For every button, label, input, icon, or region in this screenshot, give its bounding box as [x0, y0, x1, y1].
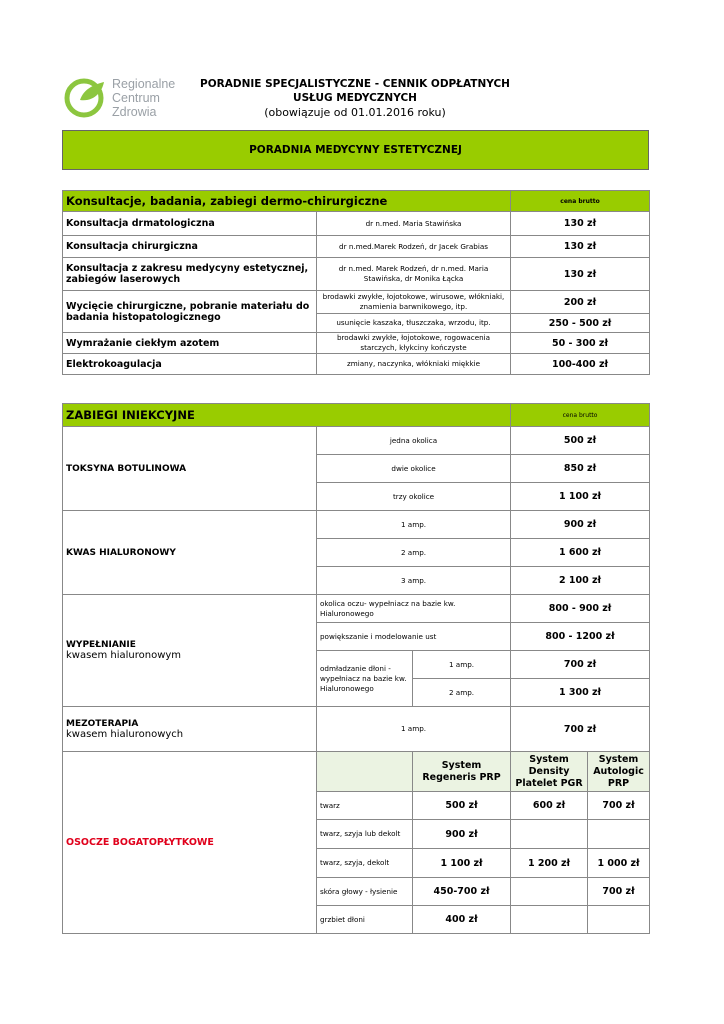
service-desc: dr n.med.Marek Rodzeń, dr Jacek Grabias: [317, 236, 511, 258]
service-price: 100-400 zł: [511, 354, 650, 375]
service-name: TOKSYNA BOTULINOWA: [63, 427, 317, 511]
table-row: [63, 333, 650, 354]
price-system-2: 1 200 zł: [511, 849, 588, 878]
service-desc: twarz: [317, 792, 413, 820]
service-subtitle: kwasem hialuronowych: [66, 728, 184, 740]
table-row: [63, 595, 650, 623]
service-amp: 2 amp.: [413, 679, 511, 707]
table-row: [63, 511, 650, 539]
logo-line-3: Zdrowia: [112, 105, 157, 119]
price-header: cena brutto: [511, 404, 650, 427]
service-price: 130 zł: [511, 236, 650, 258]
service-name-cell: [63, 595, 317, 707]
service-desc: okolica oczu- wypełniacz na bazie kw. Hialuronowego: [317, 595, 511, 623]
service-price: 800 - 900 zł: [511, 595, 650, 623]
service-desc: trzy okolice: [317, 483, 511, 511]
service-subtitle: kwasem hialuronowym: [66, 650, 182, 661]
table-row: [63, 354, 650, 375]
price-system-2: [511, 820, 588, 849]
service-name: Konsultacja z zakresu medycyny estetycznej, zabiegów laserowych: [63, 258, 317, 291]
service-price: 50 - 300 zł: [511, 333, 650, 354]
system-header: System Density Platelet PGR: [511, 752, 588, 792]
price-system-3: 700 zł: [588, 792, 650, 820]
prp-system-header-row: [63, 752, 650, 792]
service-name: Wymrażanie ciekłym azotem: [63, 333, 317, 354]
service-desc: jedna okolica: [317, 427, 511, 455]
service-price: 250 - 500 zł: [511, 314, 650, 333]
service-price: 850 zł: [511, 455, 650, 483]
section-title: Konsultacje, badania, zabiegi dermo-chirurgiczne: [63, 191, 511, 212]
service-name: Wycięcie chirurgiczne, pobranie materiału do badania histopatologicznego: [63, 291, 317, 333]
consultations-table: [62, 190, 650, 375]
price-system-2: 600 zł: [511, 792, 588, 820]
service-price: 1 100 zł: [511, 483, 650, 511]
table-row: [63, 236, 650, 258]
service-name: Elektrokoagulacja: [63, 354, 317, 375]
service-desc: 2 amp.: [317, 539, 511, 567]
service-price: 900 zł: [511, 511, 650, 539]
table-row: [63, 707, 650, 752]
price-system-1: 1 100 zł: [413, 849, 511, 878]
price-system-3: [588, 820, 650, 849]
header-title-line1: PORADNIE SPECJALISTYCZNE - CENNIK ODPŁATNYCH: [200, 78, 510, 90]
service-amp: 1 amp.: [413, 651, 511, 679]
service-name: Konsultacja chirurgiczna: [63, 236, 317, 258]
service-name: OSOCZE BOGATOPŁYTKOWE: [63, 752, 317, 934]
service-desc: twarz, szyja, dekolt: [317, 849, 413, 878]
service-desc: 3 amp.: [317, 567, 511, 595]
service-name: KWAS HIALURONOWY: [63, 511, 317, 595]
service-name-cell: [63, 707, 317, 752]
price-header: cena brutto: [511, 191, 650, 212]
service-name: WYPEŁNIANIE: [66, 640, 136, 650]
service-price: 1 600 zł: [511, 539, 650, 567]
service-price: 130 zł: [511, 212, 650, 236]
table-row: [63, 258, 650, 291]
empty-cell: [317, 752, 413, 792]
service-desc: odmładzanie dłoni - wypełniacz na bazie kw. Hialuronowego: [317, 651, 413, 707]
department-banner: PORADNIA MEDYCYNY ESTETYCZNEJ: [62, 130, 649, 170]
service-desc: 1 amp.: [317, 511, 511, 539]
price-system-2: [511, 906, 588, 934]
price-system-1: 450-700 zł: [413, 878, 511, 906]
service-desc: grzbiet dłoni: [317, 906, 413, 934]
service-desc: twarz, szyja lub dekolt: [317, 820, 413, 849]
service-price: 2 100 zł: [511, 567, 650, 595]
injections-table: [62, 403, 650, 934]
service-desc: brodawki zwykłe, łojotokowe, rogowacenia starczych, kłykciny kończyste: [317, 333, 511, 354]
service-price: 1 300 zł: [511, 679, 650, 707]
service-name: Konsultacja drmatologiczna: [63, 212, 317, 236]
service-desc: skóra głowy - łysienie: [317, 878, 413, 906]
system-header: System Regeneris PRP: [413, 752, 511, 792]
price-system-3: 700 zł: [588, 878, 650, 906]
service-price: 500 zł: [511, 427, 650, 455]
system-header: System Autologic PRP: [588, 752, 650, 792]
service-name: MEZOTERAPIA: [66, 718, 139, 729]
table-row: [63, 427, 650, 455]
service-price: 700 zł: [511, 651, 650, 679]
price-system-3: 1 000 zł: [588, 849, 650, 878]
section-header-row: [63, 404, 650, 427]
price-system-1: 400 zł: [413, 906, 511, 934]
logo-line-1: Regionalne: [112, 77, 176, 91]
service-price: 200 zł: [511, 291, 650, 314]
service-desc: dr n.med. Maria Stawińska: [317, 212, 511, 236]
service-price: 800 - 1200 zł: [511, 623, 650, 651]
section-header-row: [63, 191, 650, 212]
service-desc: usunięcie kaszaka, tłuszczaka, wrzodu, itp.: [317, 314, 511, 333]
service-desc: powiększanie i modelowanie ust: [317, 623, 511, 651]
service-price: 700 zł: [511, 707, 650, 752]
table-row: [63, 291, 650, 314]
service-desc: dwie okolice: [317, 455, 511, 483]
logo-line-2: Centrum: [112, 91, 160, 105]
service-desc: dr n.med. Marek Rodzeń, dr n.med. Maria Stawińska, dr Monika Łącka: [317, 258, 511, 291]
logo-text: [112, 77, 175, 119]
price-system-3: [588, 906, 650, 934]
leaf-logo-icon: [62, 74, 112, 120]
service-price: 130 zł: [511, 258, 650, 291]
table-row: [63, 212, 650, 236]
price-system-2: [511, 878, 588, 906]
service-desc: zmiany, naczynka, włókniaki miękkie: [317, 354, 511, 375]
price-system-1: 900 zł: [413, 820, 511, 849]
price-system-1: 500 zł: [413, 792, 511, 820]
service-desc: 1 amp.: [317, 707, 511, 752]
service-desc: brodawki zwykłe, łojotokowe, wirusowe, włókniaki, znamienia barwnikowego, itp.: [317, 291, 511, 314]
header-title-line2: USŁUG MEDYCZNYCH: [293, 92, 417, 104]
header-validity: (obowiązuje od 01.01.2016 roku): [264, 106, 446, 119]
section-title: ZABIEGI INIEKCYJNE: [63, 404, 511, 427]
